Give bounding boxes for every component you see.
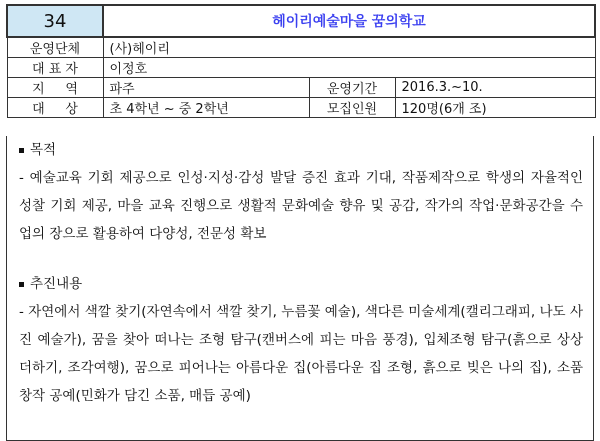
section-heading-label: 추진내용 xyxy=(30,276,83,292)
value-representative: 이정호 xyxy=(103,58,595,78)
program-sheet xyxy=(6,4,594,432)
title-row xyxy=(7,5,595,37)
info-row xyxy=(7,98,595,118)
value-region: 파주 xyxy=(103,78,309,98)
label-period: 운영기간 xyxy=(309,78,395,98)
label-target: 대 상 xyxy=(7,98,103,118)
program-number: 34 xyxy=(7,5,103,37)
section-heading-purpose xyxy=(19,136,583,164)
section-heading-label: 목적 xyxy=(30,142,57,158)
value-period: 2016.3.~10. xyxy=(395,78,595,98)
label-organization: 운영단체 xyxy=(7,37,103,58)
section-body-activities: - 자연에서 색깔 찾기(자연속에서 색깔 찾기, 누름꽃 예술), 색다른 미술세계(캘리그래피, 나도 사진 예술가), 꿈을 찾아 떠나는 조형 탐구(캔버스에 피는 마음 풍경), 입체조형 탐구(흙으로 상상 더하기, 조각여행), 꿈으로 피어나는 아름다운 집(아름다운 집 조형, 흙으로 빚은 나의 집), 소품 창작 공예(민화가 담긴 소품, 매듭 공예) xyxy=(19,304,583,404)
label-recruitment: 모집인원 xyxy=(309,98,395,118)
description-box xyxy=(6,136,594,441)
info-row xyxy=(7,58,595,78)
value-organization: (사)헤이리 xyxy=(103,37,595,58)
info-row xyxy=(7,78,595,98)
value-target: 초 4학년 ~ 중 2학년 xyxy=(103,98,309,118)
square-bullet-icon xyxy=(19,282,24,287)
program-info-table xyxy=(6,4,596,118)
label-representative: 대 표 자 xyxy=(7,58,103,78)
square-bullet-icon xyxy=(19,148,24,153)
section-body-purpose: - 예술교육 기회 제공으로 인성·지성·감성 발달 증진 효과 기대, 작품제작으로 학생의 자율적인 성찰 기회 제공, 마을 교육 진행으로 생활적 문화예술 향유 및 공감, 작가의 작업·문화공간을 수업의 장으로 활용하여 다양성, 전문성 확보 xyxy=(19,170,583,242)
label-region: 지 역 xyxy=(7,78,103,98)
value-recruitment: 120명(6개 조) xyxy=(395,98,595,118)
program-title: 헤이리예술마을 꿈의학교 xyxy=(103,5,595,37)
section-heading-activities xyxy=(19,270,583,298)
info-row xyxy=(7,37,595,58)
